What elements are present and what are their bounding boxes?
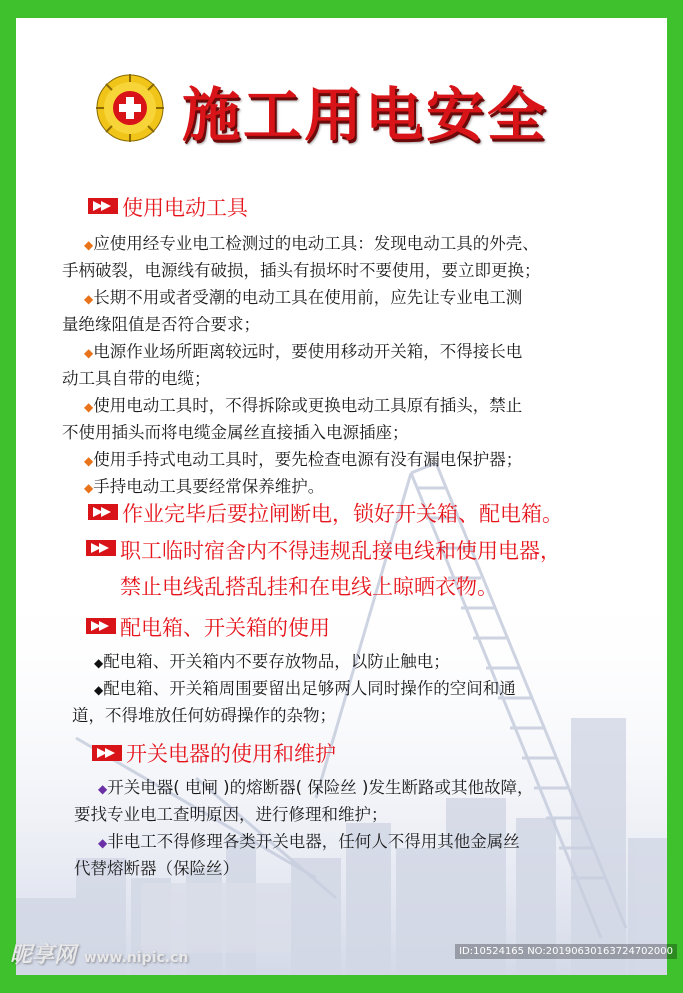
arrow-bullet-icon	[92, 745, 122, 761]
section-heading-switch-maintenance: 开关电器的使用和维护	[126, 742, 336, 766]
poster	[16, 18, 667, 975]
safety-badge-icon	[92, 70, 168, 146]
text-line: 量绝缘阻值是否符合要求；	[62, 315, 260, 334]
watermark: 昵享网 www.nipic.cn	[10, 943, 189, 968]
page-title: 施工用电安全	[182, 81, 549, 149]
text-line: 道，不得堆放任何妨碍操作的杂物；	[72, 706, 336, 725]
section-heading-dormitory-cont: 禁止电线乱搭乱挂和在电线上晾晒衣物。	[120, 575, 498, 599]
text-line: ◆手持电动工具要经常保养维护。	[84, 477, 325, 496]
arrow-bullet-icon	[86, 540, 116, 556]
arrow-bullet-icon	[88, 198, 118, 214]
section-heading-power-tools: 使用电动工具	[122, 196, 248, 220]
section-heading-distribution-box: 配电箱、开关箱的使用	[120, 616, 330, 640]
arrow-bullet-icon	[86, 618, 116, 634]
text-line: ◆配电箱、开关箱内不要存放物品，以防止触电；	[94, 652, 450, 671]
arrow-bullet-icon	[88, 504, 118, 520]
text-line: ◆配电箱、开关箱周围要留出足够两人同时操作的空间和通	[94, 679, 516, 698]
section-heading-dormitory: 职工临时宿舍内不得违规乱接电线和使用电器，	[120, 539, 561, 563]
text-line: ◆长期不用或者受潮的电动工具在使用前，应先让专业电工测	[84, 288, 523, 307]
text-line: 代替熔断器（保险丝）	[74, 859, 239, 878]
header	[92, 66, 612, 152]
text-line: ◆电源作业场所距离较远时，要使用移动开关箱，不得接长电	[84, 342, 523, 361]
text-line: 要找专业电工查明原因，进行修理和维护；	[74, 805, 388, 824]
text-line: 手柄破裂，电源线有破损，插头有损坏时不要使用，要立即更换；	[62, 261, 541, 280]
text-line: ◆应使用经专业电工检测过的电动工具：发现电动工具的外壳、	[84, 234, 539, 253]
text-line: ◆非电工不得修理各类开关电器，任何人不得用其他金属丝	[98, 832, 520, 851]
text-line: ◆使用手持式电动工具时，要先检查电源有没有漏电保护器；	[84, 450, 523, 469]
section-heading-power-off: 作业完毕后要拉闸断电，锁好开关箱、配电箱。	[122, 502, 563, 526]
text-line: ◆使用电动工具时，不得拆除或更换电动工具原有插头，禁止	[84, 396, 523, 415]
text-line: ◆开关电器( 电闸 )的熔断器( 保险丝 )发生断路或其他故障，	[98, 778, 534, 797]
text-line: 不使用插头而将电缆金属丝直接插入电源插座；	[62, 423, 409, 442]
text-line: 动工具自带的电缆；	[62, 369, 211, 388]
image-id-tag: ID:10524165 NO:20190630163724702000	[455, 944, 677, 959]
